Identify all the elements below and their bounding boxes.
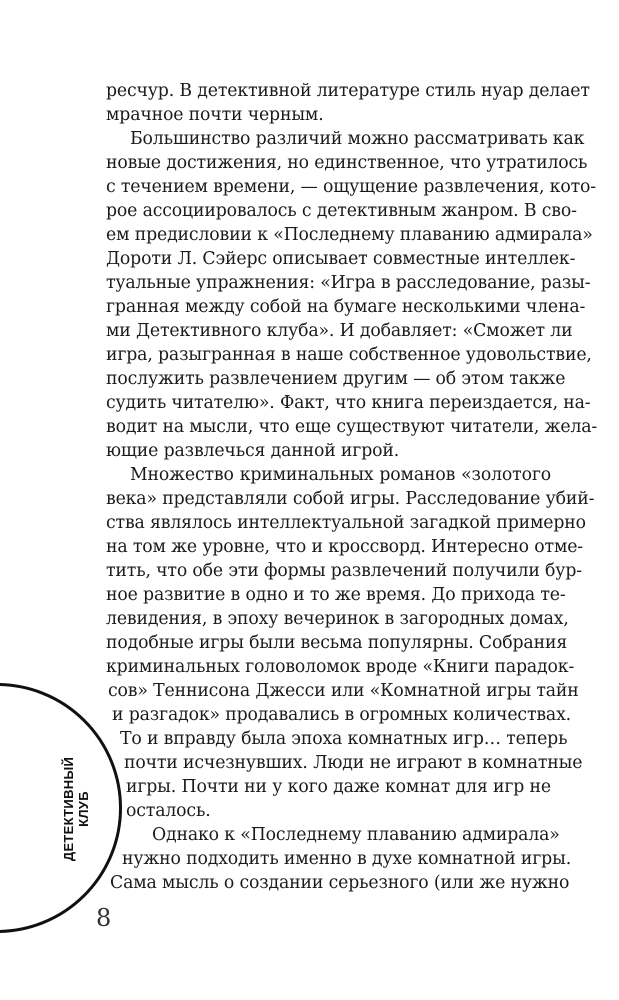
text-line: послужить развлечением другим — об этом также: [106, 369, 566, 389]
text-line: Однако к «Последнему плаванию адмирала»: [152, 825, 560, 845]
text-line: осталось.: [126, 801, 211, 821]
text-line: ства являлось интеллектуальной загадкой примерно: [106, 513, 586, 533]
seal-label: [61, 757, 91, 861]
text-line: То и вправду была эпоха комнатных игр… теперь: [120, 729, 568, 749]
text-line: мрачное почти черным.: [106, 105, 324, 125]
text-line: гранная между собой на бумаге несколькими члена-: [106, 297, 586, 317]
text-line: ресчур. В детективной литературе стиль нуар делает: [106, 81, 590, 101]
page-number: 8: [96, 904, 112, 932]
text-line: сов» Теннисона Джесси или «Комнатной игры тайн: [108, 681, 579, 701]
text-line: Сама мысль о создании серьезного (или же нужно: [110, 873, 570, 893]
text-line: тить, что обе эти формы развлечений получили бур-: [106, 561, 582, 581]
seal-label-line-1: ДЕТЕКТИВНЫЙ: [61, 756, 76, 862]
text-line: почти исчезнувших. Люди не играют в комнатные: [124, 753, 583, 773]
text-line: подобные игры были весьма популярны. Собрания: [106, 633, 568, 653]
seal-label-line-2: КЛУБ: [76, 791, 91, 827]
text-line: ми Детективного клуба». И добавляет: «Сможет ли: [106, 321, 573, 341]
text-line: с течением времени, — ощущение развлечения, кото-: [106, 177, 596, 197]
text-line: ное развитие в одно и то же время. До прихода те-: [106, 585, 566, 605]
text-line: судить читателю». Факт, что книга переиздается, на-: [106, 393, 591, 413]
text-line: туальные упражнения: «Игра в расследование, разы-: [106, 273, 591, 293]
text-line: Большинство различий можно рассматривать как: [130, 129, 585, 149]
text-line: Дороти Л. Сэйерс описывает совместные интеллек-: [106, 249, 576, 269]
text-line: нужно подходить именно в духе комнатной игры.: [122, 849, 572, 869]
text-line: ем предисловии к «Последнему плаванию адмирала»: [106, 225, 593, 245]
text-line: игра, разыгранная в наше собственное удовольствие,: [106, 345, 592, 365]
text-line: ющие развлечься данной игрой.: [106, 441, 400, 461]
text-line: рое ассоциировалось с детективным жанром. В сво-: [106, 201, 577, 221]
text-line: новые достижения, но единственное, что утратилось: [106, 153, 588, 173]
text-line: левидения, в эпоху вечеринок в загородных домах,: [106, 609, 569, 629]
text-line: игры. Почти ни у кого даже комнат для игр не: [126, 777, 551, 797]
text-line: на том же уровне, что и кроссворд. Интересно отме-: [106, 537, 583, 557]
text-line: водит на мысли, что еще существуют читатели, жела-: [106, 417, 598, 437]
text-line: и разгадок» продавались в огромных количествах.: [112, 705, 572, 725]
text-line: криминальных головоломок вроде «Книги парадок-: [106, 657, 575, 677]
text-line: века» представляли собой игры. Расследование убий-: [106, 489, 595, 509]
text-line: Множество криминальных романов «золотого: [130, 465, 551, 485]
